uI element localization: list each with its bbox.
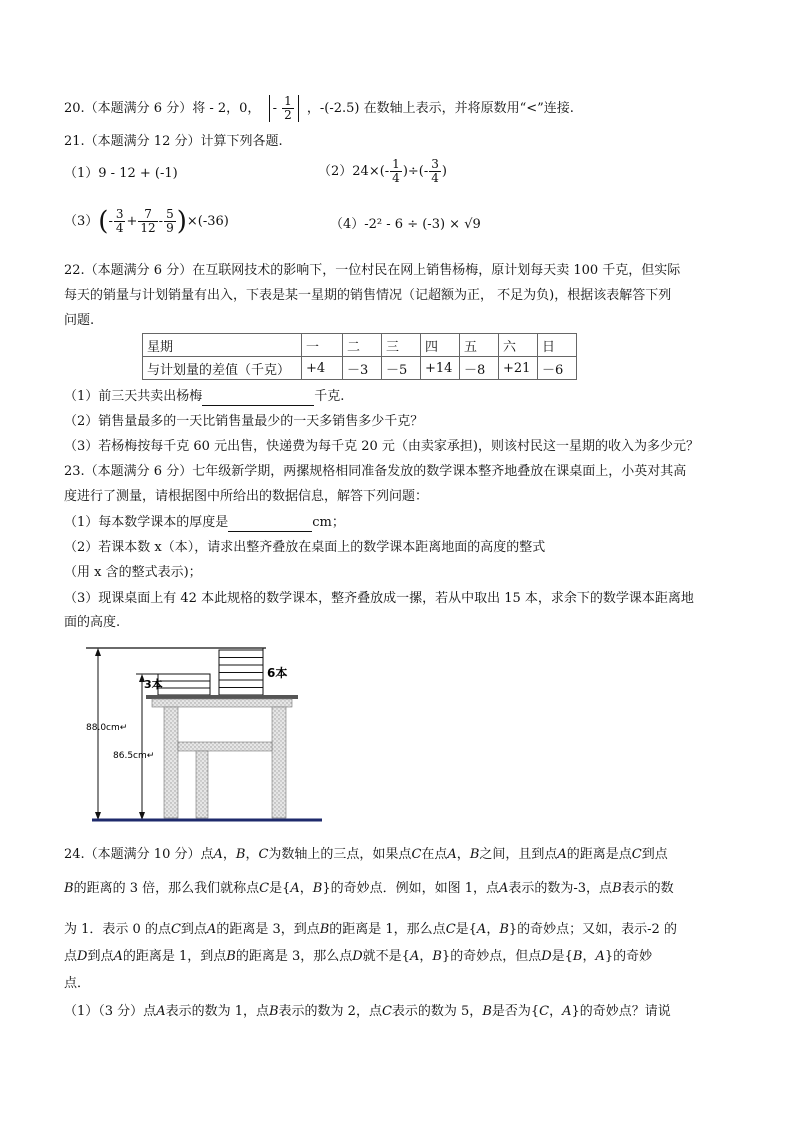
- desk-leg-left: [164, 707, 178, 818]
- label-86-5cm: 86.5cm↵: [113, 751, 155, 761]
- q21-p2: （2）24×(- $\frac{1}{4}$ )÷(- $\frac{3}{4}$ ): [318, 157, 447, 185]
- q20-nums: - 2，0，: [209, 101, 261, 116]
- q24-line6: （1）（3 分）点A表示的数为 1，点B表示的数为 2，点C表示的数为 5，B是否为{C，A}的奇妙点？请说: [64, 1004, 671, 1019]
- q22-s1: （1）前三天共卖出杨梅 千克.: [64, 389, 345, 404]
- q20-frac: $\frac{1}{2}$: [284, 94, 292, 122]
- q23-line2: 度进行了测量，请根据图中所给出的数据信息，解答下列问题：: [64, 489, 429, 504]
- q23-line1: 23.（本题满分 6 分）七年级新学期，两摞规格相同准备发放的数学课本整齐地叠放在课桌面上，小英对其高: [64, 464, 687, 479]
- q24-line1: 24.（本题满分 10 分）点A，B，C为数轴上的三点，如果点C在点A，B之间，且到点A的距离是点C到点: [64, 847, 668, 862]
- q24-line4: 点D到点A的距离是 1，到点B的距离是 3，那么点D就不是{A，B}的奇妙点，但点D是{B，A}的奇妙: [64, 949, 653, 964]
- label-3-books: 3本: [144, 678, 163, 691]
- q21-head: 21.（本题满分 12 分）计算下列各题.: [64, 134, 283, 149]
- q24-line5: 点．: [64, 976, 91, 991]
- book-stack-6: [219, 650, 263, 695]
- q22-line1: 22.（本题满分 6 分）在互联网技术的影响下，一位村民在网上销售杨梅，原计划每天卖 100 千克，但实际: [64, 263, 681, 278]
- q24-line2: B的距离的 3 倍，那么我们就称点C是{A，B}的奇妙点．例如，如图 1，点A表示的数为-3，点B表示的数: [64, 881, 674, 896]
- q20-after: ，-(-2.5) 在数轴上表示，并将原数用“<”连接.: [306, 101, 574, 116]
- q22-s3: （3）若杨梅按每千克 60 元出售，快递费为每千克 20 元（由卖家承担)，则该村民这一星期的收入为多少元？: [64, 439, 699, 454]
- q22-line2: 每天的销量与计划销量有出入，下表是某一星期的销售情况（记超额为正， 不足为负)，根据该表解答下列: [64, 288, 672, 303]
- q20-head: 20.（本题满分 6 分）将: [64, 101, 206, 116]
- q20-line: [64, 95, 574, 122]
- q23-s3b: 面的高度.: [64, 615, 121, 630]
- q23-s2: （2）若课本数 x（本），请求出整齐叠放在桌面上的数学课本距离地面的高度的整式: [64, 540, 546, 555]
- label-88cm: 88.0cm↵: [86, 723, 128, 733]
- table-row: 与计划量的差值（千克） +4 －3 －5 +14 －8 +21 －6: [143, 357, 577, 380]
- q22-line3: 问题.: [64, 313, 95, 328]
- label-6-books: 6本: [267, 666, 288, 680]
- desk-leg-right: [272, 707, 286, 818]
- table-row: 星期 一 二 三 四 五 六 日: [143, 334, 577, 357]
- q22-s2: （2）销售量最多的一天比销售量最少的一天多销售多少千克？: [64, 414, 424, 429]
- q23-s3a: （3）现课桌面上有 42 本此规格的数学课本，整齐叠放成一摞，若从中取出 15 本，求余下的数学课本距离地: [64, 591, 694, 606]
- sales-table: [142, 333, 577, 380]
- q20-abs: - $\frac{1}{2}$: [269, 95, 299, 122]
- desk-top: [146, 695, 298, 699]
- book-stack-3: [158, 674, 210, 695]
- q24-line3: 为 1．表示 0 的点C到点A的距离是 3，到点B的距离是 1，那么点C是{A，B}的奇妙点；又如，表示-2 的: [64, 922, 677, 937]
- q21-p1: （1）9 - 12 + (-1): [64, 166, 178, 181]
- desk-books-figure: [86, 642, 326, 828]
- q23-s1: （1）每本数学课本的厚度是 cm；: [64, 515, 345, 530]
- q23-s2b: （用 x 含的整式表示)；: [64, 565, 202, 580]
- q21-p3: （3）(- $\frac{3}{4}$ + $\frac{7}{12}$ - $\frac{5}{9}$ )×(-36): [64, 206, 229, 237]
- q21-p4: （4）-2² - 6 ÷ (-3) × √9: [330, 217, 481, 232]
